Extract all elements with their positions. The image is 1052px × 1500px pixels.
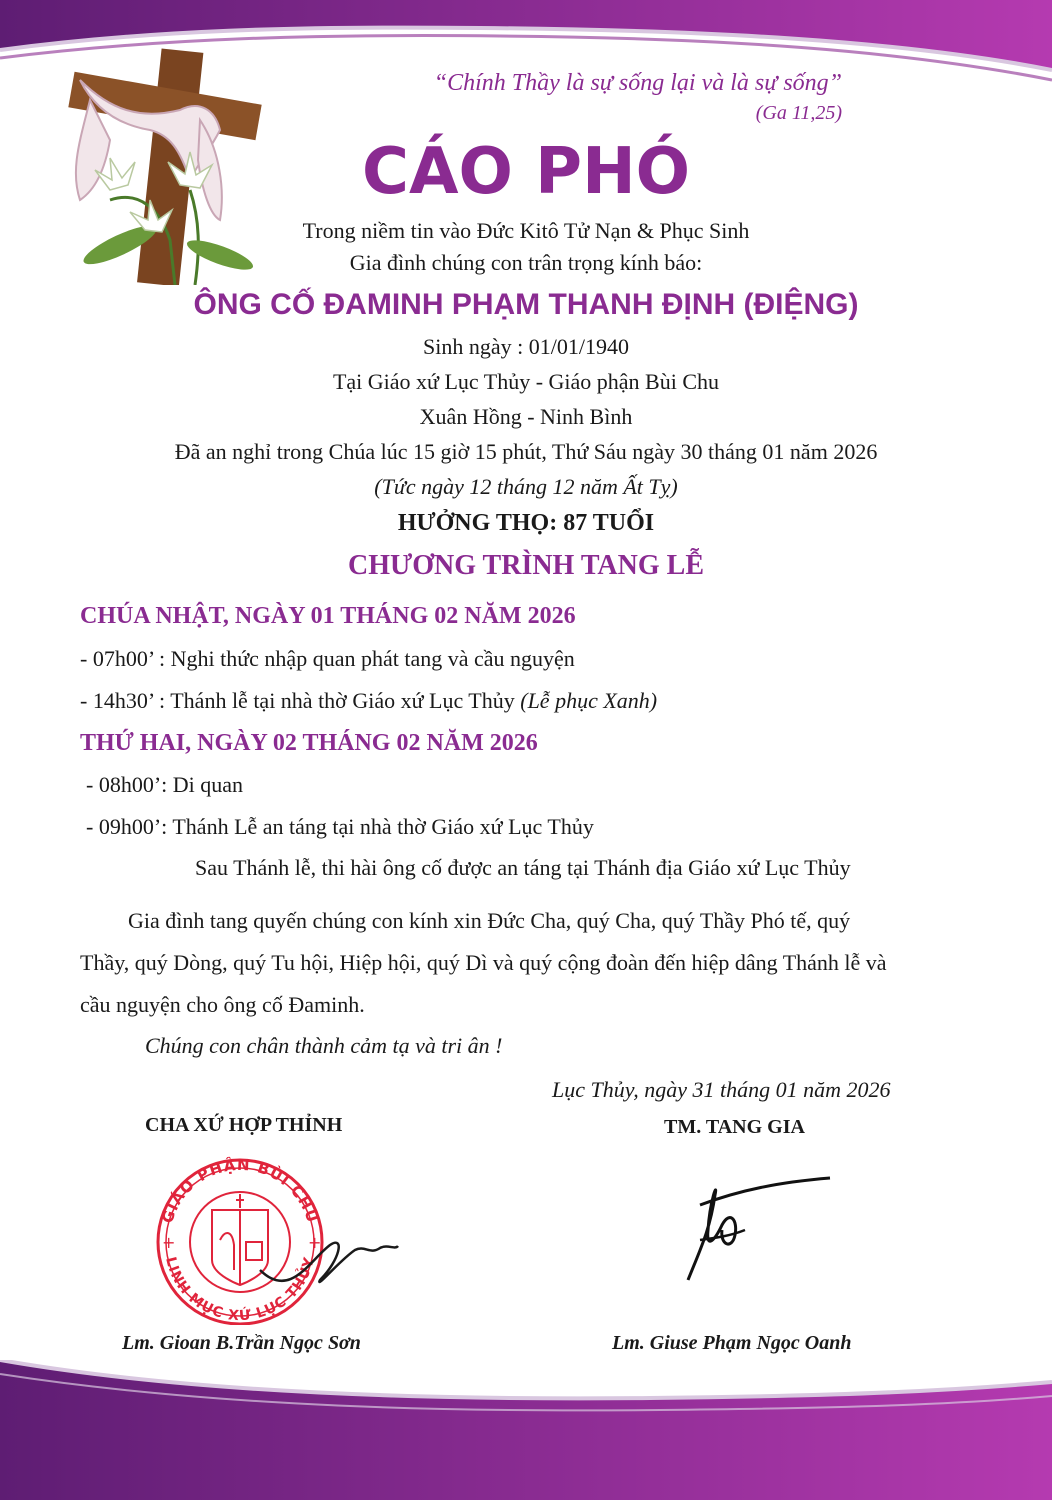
- bottom-banner: [0, 1360, 1052, 1500]
- page-title: CÁO PHÓ: [361, 135, 691, 209]
- right-signer-name: Lm. Giuse Phạm Ngọc Oanh: [612, 1332, 852, 1354]
- intro-line-2: Gia đình chúng con trân trọng kính báo:: [349, 250, 703, 275]
- thanks-line: Chúng con chân thành cảm tạ và tri ân !: [145, 1033, 503, 1058]
- signature-right: [660, 1170, 840, 1300]
- program-title: CHƯƠNG TRÌNH TANG LỄ: [347, 550, 704, 581]
- day1-item-1: - 07h00’ : Nghi thức nhập quan phát tang và cầu nguyện: [80, 646, 575, 671]
- day2-item-3: Sau Thánh lễ, thi hài ông cố được an táng tại Thánh địa Giáo xứ Lục Thủy: [195, 855, 851, 880]
- signoff-date: Lục Thủy, ngày 31 tháng 01 năm 2026: [552, 1077, 891, 1102]
- invitation-line-2: Thầy, quý Dòng, quý Tu hội, Hiệp hội, quý Dì và quý cộng đoàn đến hiệp dâng Thánh lễ và: [80, 950, 887, 975]
- birth-place-line-1: Tại Giáo xứ Lục Thủy - Giáo phận Bùi Chu: [332, 369, 720, 394]
- lunar-date: (Tức ngày 12 tháng 12 năm Ất Tỵ): [374, 474, 678, 499]
- invitation-line-3: cầu nguyện cho ông cố Đaminh.: [80, 992, 365, 1017]
- day1-heading: CHÚA NHẬT, NGÀY 01 THÁNG 02 NĂM 2026: [80, 603, 576, 629]
- right-signer-title: TM. TANG GIA: [664, 1116, 805, 1138]
- parish-seal: [140, 1150, 400, 1325]
- day2-item-2: - 09h00’: Thánh Lễ an táng tại nhà thờ Giáo xứ Lục Thủy: [86, 814, 594, 839]
- seal-cross-right-icon: +: [308, 1233, 322, 1252]
- seal-text-top: GIÁO PHẬN BÙI CHU: [158, 1155, 322, 1226]
- age-label: HƯỞNG THỌ: 87 TUỔI: [397, 510, 655, 536]
- seal-cross-left-icon: +: [162, 1233, 176, 1252]
- signature-left: [260, 1243, 398, 1282]
- birth-place-line-2: Xuân Hồng - Ninh Bình: [419, 404, 633, 429]
- left-signer-title: CHA XỨ HỢP THỈNH: [145, 1114, 343, 1136]
- day1-item-2-note: (Lễ phục Xanh): [520, 688, 658, 713]
- left-signer-name: Lm. Gioan B.Trần Ngọc Sơn: [122, 1332, 361, 1354]
- day2-heading: THỨ HAI, NGÀY 02 THÁNG 02 NĂM 2026: [80, 730, 538, 756]
- intro-line-1: Trong niềm tin vào Đức Kitô Tử Nạn & Phục Sinh: [302, 218, 750, 243]
- birth-date: Sinh ngày : 01/01/1940: [423, 334, 629, 359]
- day2-item-1: - 08h00’: Di quan: [86, 772, 244, 797]
- deceased-name: ÔNG CỐ ĐAMINH PHẠM THANH ĐỊNH (ĐIỆNG): [193, 288, 859, 321]
- scripture-reference: (Ga 11,25): [755, 102, 842, 124]
- death-date: Đã an nghỉ trong Chúa lúc 15 giờ 15 phút, Thứ Sáu ngày 30 tháng 01 năm 2026: [174, 439, 878, 464]
- seal-text-bottom: LINH MỤC XỨ LỤC THỦY: [162, 1255, 318, 1325]
- day1-item-2: [80, 688, 657, 714]
- invitation-line-1: Gia đình tang quyến chúng con kính xin Đức Cha, quý Cha, quý Thầy Phó tế, quý: [128, 908, 851, 933]
- day1-item-2-text: - 14h30’ : Thánh lễ tại nhà thờ Giáo xứ Lục Thủy: [80, 688, 515, 713]
- scripture-quote: “Chính Thầy là sự sống lại và là sự sống”: [433, 70, 842, 96]
